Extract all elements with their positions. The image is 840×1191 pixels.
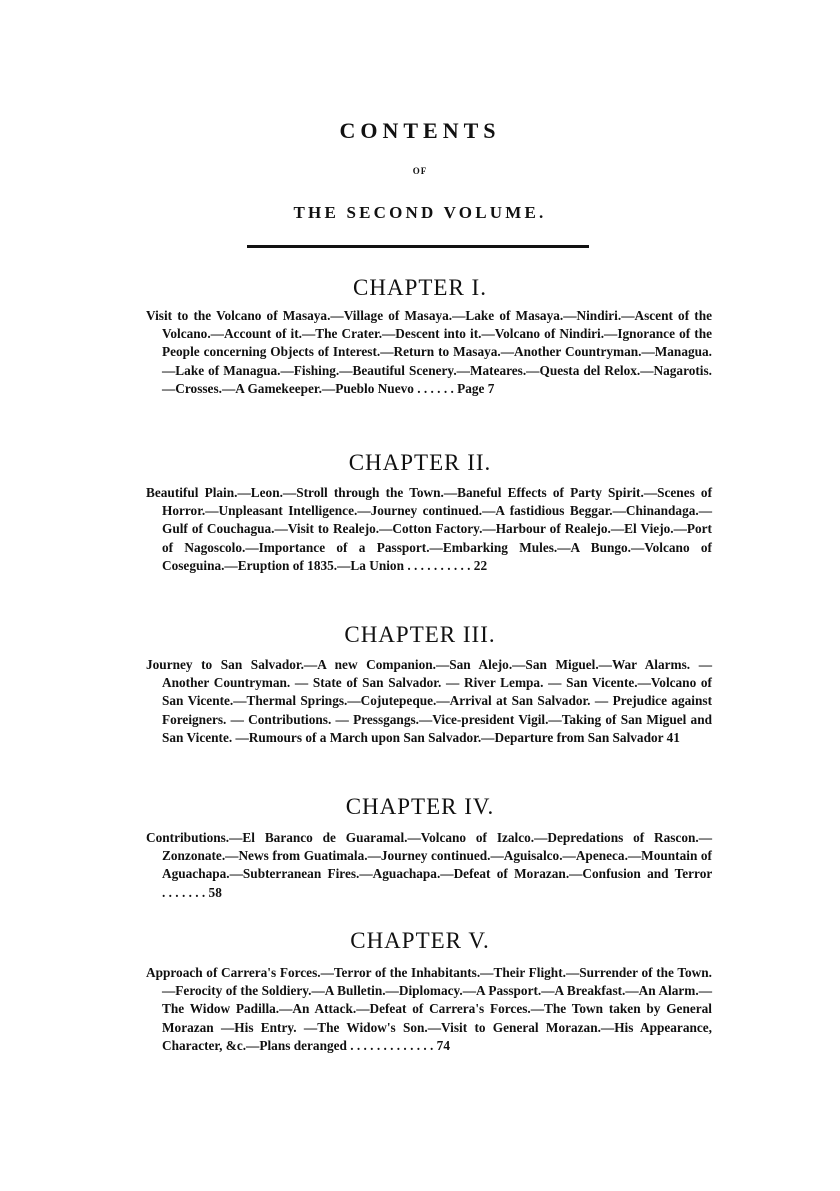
chapter-5-heading: CHAPTER V. — [350, 928, 490, 953]
chapter-5-summary — [146, 964, 712, 1055]
chapter-2-summary — [146, 484, 712, 575]
chapter-1-summary — [146, 307, 712, 398]
volume-subtitle: THE SECOND VOLUME. — [293, 203, 547, 222]
chapter-4-summary-text: Contributions.—El Baranco de Guaramal.—Volcano of Izalco.—Depredations of Rascon.—Zonzonate.—News from Guatimala.—Journey continued.—Aguisalco.—Apeneca.—Mountain of Aguachapa.—Subterranean Fires.—Aguachapa.—Defeat of Morazan.—Confusion and Terror — [146, 830, 712, 882]
chapter-4-heading: CHAPTER IV. — [345, 794, 495, 819]
chapter-2-summary-text: Beautiful Plain.—Leon.—Stroll through the Town.—Baneful Effects of Party Spirit.—Scenes of Horror.—Unpleasant Intelligence.—Journey continued.—A fastidious Beggar.—Chinandaga.—Gulf of Couchagua.—Visit to Realejo.—Cotton Factory.—Harbour of Realejo.—El Viejo.—Port of Nagoscolo.—Importance of a Passport.—Embarking Mules.—A Bungo.—Volcano of Coseguina.—Eruption of 1835.—La Union — [146, 485, 712, 573]
chapter-5-page-ref: . . . . . . . . . . . . . 74 — [350, 1037, 450, 1053]
chapter-3-summary — [146, 656, 712, 747]
chapter-3-summary-text: Journey to San Salvador.—A new Companion.—San Alejo.—San Miguel.—War Alarms. — Another Countryman. — State of San Salvador. — River Lempa. — San Vicente.—Volcano of San Vicente.—Thermal Springs.—Cojutepeque.—Arrival at San Salvador. — Prejudice against Foreigners. — Contributions. — Pressgangs.—Vice-president Vigil.—Taking of San Miguel and San Vicente. —Rumours of a March upon San Salvador.—Departure from San Salvador — [146, 657, 712, 745]
chapter-1-summary-text: Visit to the Volcano of Masaya.—Village of Masaya.—Lake of Masaya.—Nindiri.—Ascent of the Volcano.—Account of it.—The Crater.—Descent into it.—Volcano of Nindiri.—Ignorance of the People concerning Objects of Interest.—Return to Masaya.—Another Countryman.—Managua.—Lake of Managua.—Fishing.—Beautiful Scenery.—Mateares.—Questa del Relox.—Nagarotis.—Crosses.—A Gamekeeper.—Pueblo Nuevo — [146, 308, 712, 396]
chapter-2-heading: CHAPTER II. — [348, 450, 492, 475]
chapter-3-heading: CHAPTER III. — [344, 622, 496, 647]
chapter-4-page-ref: . . . . . . . 58 — [162, 884, 222, 900]
chapter-3-page-ref: 41 — [666, 729, 680, 745]
chapter-5-summary-text: Approach of Carrera's Forces.—Terror of the Inhabitants.—Their Flight.—Surrender of the Town.—Ferocity of the Soldiery.—A Bulletin.—Diplomacy.—A Passport.—A Breakfast.—An Alarm.—The Widow Padilla.—An Attack.—Defeat of Carrera's Forces.—The Town taken by General Morazan —His Entry. —The Widow's Son.—Visit to General Morazan.—His Appearance, Character, &c.—Plans deranged — [146, 965, 712, 1053]
contents-of: OF — [412, 166, 428, 176]
chapter-4-summary — [146, 829, 712, 902]
contents-title: CONTENTS — [339, 118, 501, 143]
chapter-1-heading: CHAPTER I. — [353, 275, 487, 300]
chapter-2-page-ref: . . . . . . . . . . 22 — [407, 557, 488, 573]
title-divider — [247, 245, 589, 248]
chapter-1-page-ref: . . . . . . Page 7 — [417, 380, 495, 396]
